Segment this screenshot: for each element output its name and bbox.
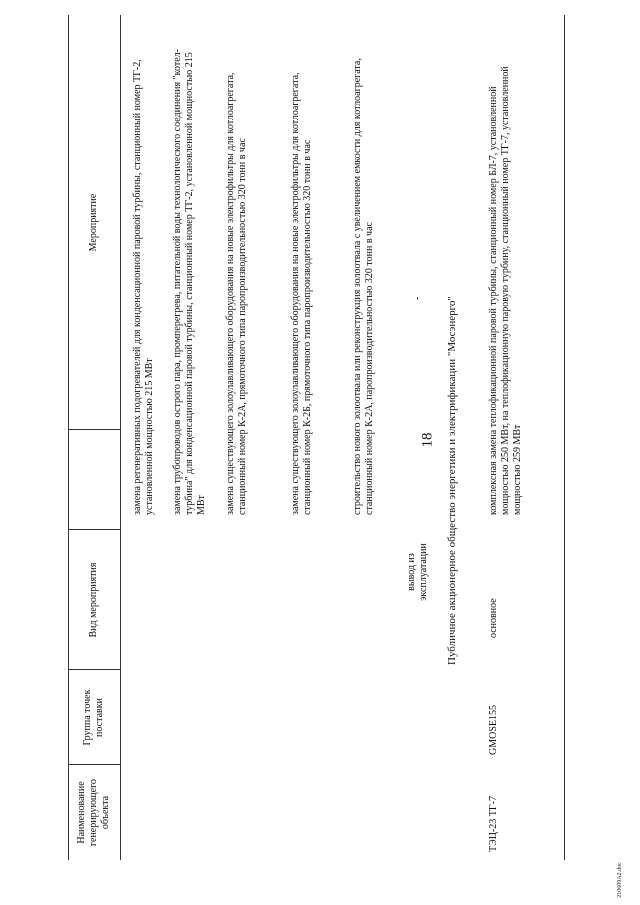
header-name: Наименование генерирующего объекта: [76, 779, 111, 846]
footer-filename: 210609A2.doc: [617, 862, 623, 898]
header-type: Вид мероприятия: [88, 562, 99, 638]
row-object-name: ТЭЦ-23 ТГ-7: [488, 796, 499, 852]
empty-value-dash: -: [412, 296, 423, 300]
header-bottom-border: [120, 15, 121, 860]
company-name: Публичное акционерное общество энергетики и электрификации "Мосэнерго": [446, 296, 458, 665]
event-item: замена существующего золоулавливающего оборудования на новые электрофильтры для котлоагрегата, станционный номер К-2А, прямоточного типа паропроизводительностью 320 тонн в час: [225, 72, 248, 515]
row-type: основное: [488, 598, 499, 638]
event-item: замена существующего золоулавливающего оборудования на новые электрофильтры для котлоагрегата, станционный номер К-2Б, прямоточного типа паропроизводительностью 320 тонн в час: [290, 72, 313, 515]
row-event: комплексная замена теплофикационной паровой турбины, станционный номер БЛ-7, установленной мощностью 250 МВт, на теплофикационную паровую турбину, станционный номер ТГ-7, установленной мощностью 259 МВт: [488, 66, 523, 515]
table-bottom-border: [564, 15, 565, 860]
rotated-table-area: [68, 15, 568, 860]
event-type-decommission: вывод из эксплуатации: [406, 543, 429, 601]
event-item: замена трубопроводов острого пара, промперегрева, питательной воды технологического соединения "котел-турбина" для конденсационной паровой турбины, станционный номер ТГ-2, установленной мощностью 215 МВт: [172, 49, 207, 515]
row-group: GMOSE155: [488, 704, 499, 755]
page-number: 18: [419, 432, 436, 448]
header-group: Группа точек поставки: [82, 689, 105, 746]
event-item: строительство нового золоотвала или реконструкция золоотвала с увеличением емкости для котлоагрегата, станционный номер К-2А, паропроизводительностью 320 тонн в час: [352, 58, 375, 515]
header-event: Мероприятие: [88, 193, 99, 252]
event-item: замена регенеративных подогревателей для конденсационной паровой турбины, станционный номер ТГ-2, установленной мощностью 215 МВт: [132, 59, 155, 515]
table: [68, 15, 568, 860]
